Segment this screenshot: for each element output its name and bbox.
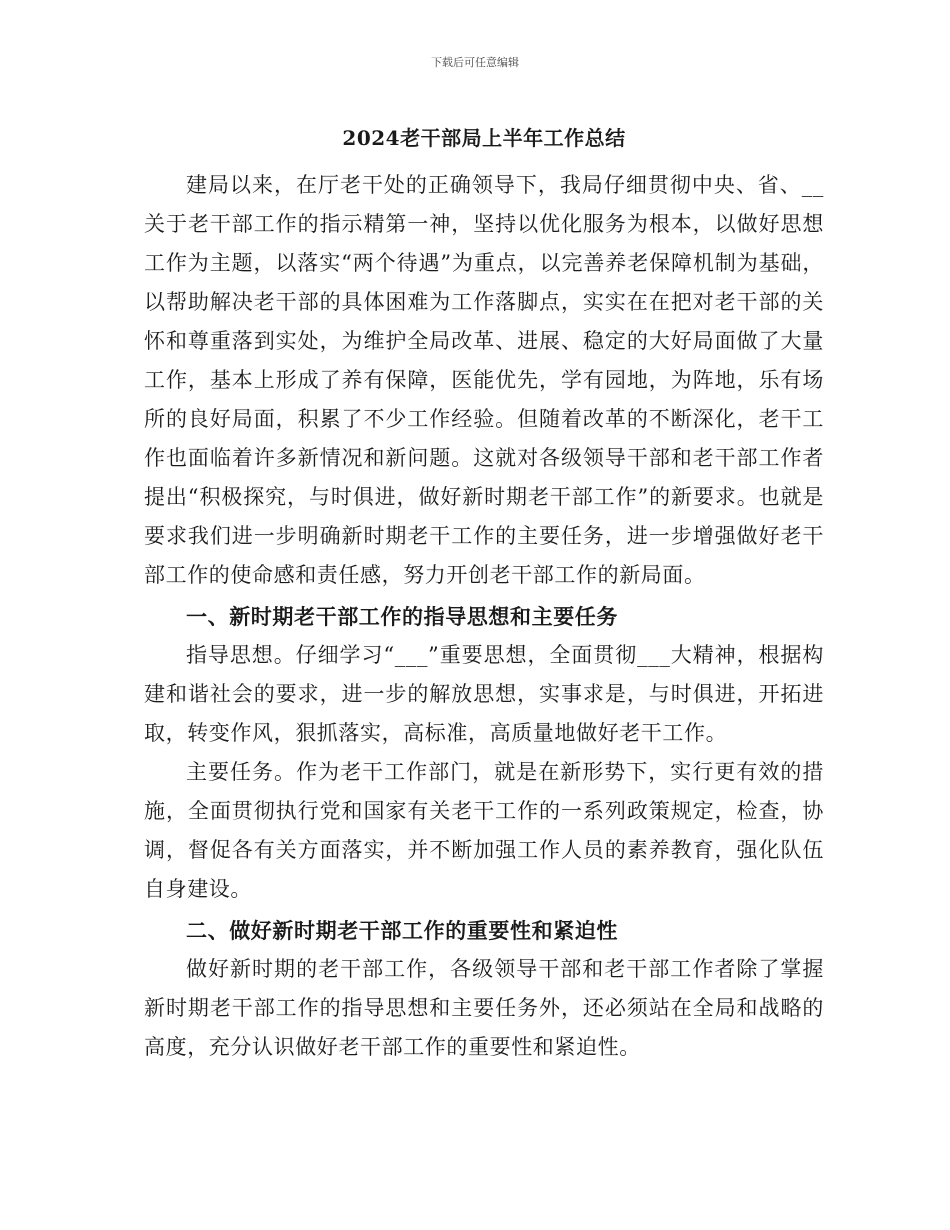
intro-paragraph: 建局以来，在厅老干处的正确领导下，我局仔细贯彻中央、省、__关于老干部工作的指示精第一神，坚持以优化服务为根本，以做好思想工作为主题，以落实“两个待遇”为重点，以完善养老保障机制为基础，以帮助解决老干部的具体困难为工作落脚点，实实在在把对老干部的关怀和尊重落到实处，为维护全局改革、进展、稳定的大好局面做了大量工作，基本上形成了养有保障，医能优先，学有园地，为阵地，乐有场所的良好局面，积累了不少工作经验。但随着改革的不断深化，老干工作也面临着许多新情况和新问题。这就对各级领导干部和老干部工作者提出“积极探究，与时俱进，做好新时期老干部工作”的新要求。也就是要求我们进一步明确新时期老干工作的主要任务，进一步增强做好老干部工作的使命感和责任感，努力开创老干部工作的新局面。 <box>144 173 824 587</box>
section2-paragraph: 做好新时期的老干部工作，各级领导干部和老干部工作者除了掌握新时期老干部工作的指导思想和主要任务外，还必须站在全局和战略的高度，充分认识做好老干部工作的重要性和紧迫性。 <box>144 957 824 1059</box>
document-title: 2024老干部局上半年工作总结 <box>342 126 626 150</box>
section1-paragraph-main-tasks: 主要任务。作为老干工作部门，就是在新形势下，实行更有效的措施，全面贯彻执行党和国家有关老干工作的一系列政策规定，检查，协调，督促各有关方面落实，并不断加强工作人员的素养教育，强化队伍自身建设。 <box>144 760 824 901</box>
section-heading-2: 二、做好新时期老干部工作的重要性和紧迫性 <box>186 918 618 943</box>
page-header-note: 下载后可任意编辑 <box>431 56 519 69</box>
section1-paragraph-guiding-ideology: 指导思想。仔细学习“___”重要思想，全面贯彻___大精神，根据构建和谐社会的要求，进一步的解放思想，实事求是，与时俱进，开拓进取，转变作风，狠抓落实，高标准，高质量地做好老干工作。 <box>144 643 824 745</box>
document-body <box>144 122 824 1067</box>
section-heading-1: 一、新时期老干部工作的指导思想和主要任务 <box>186 604 618 629</box>
